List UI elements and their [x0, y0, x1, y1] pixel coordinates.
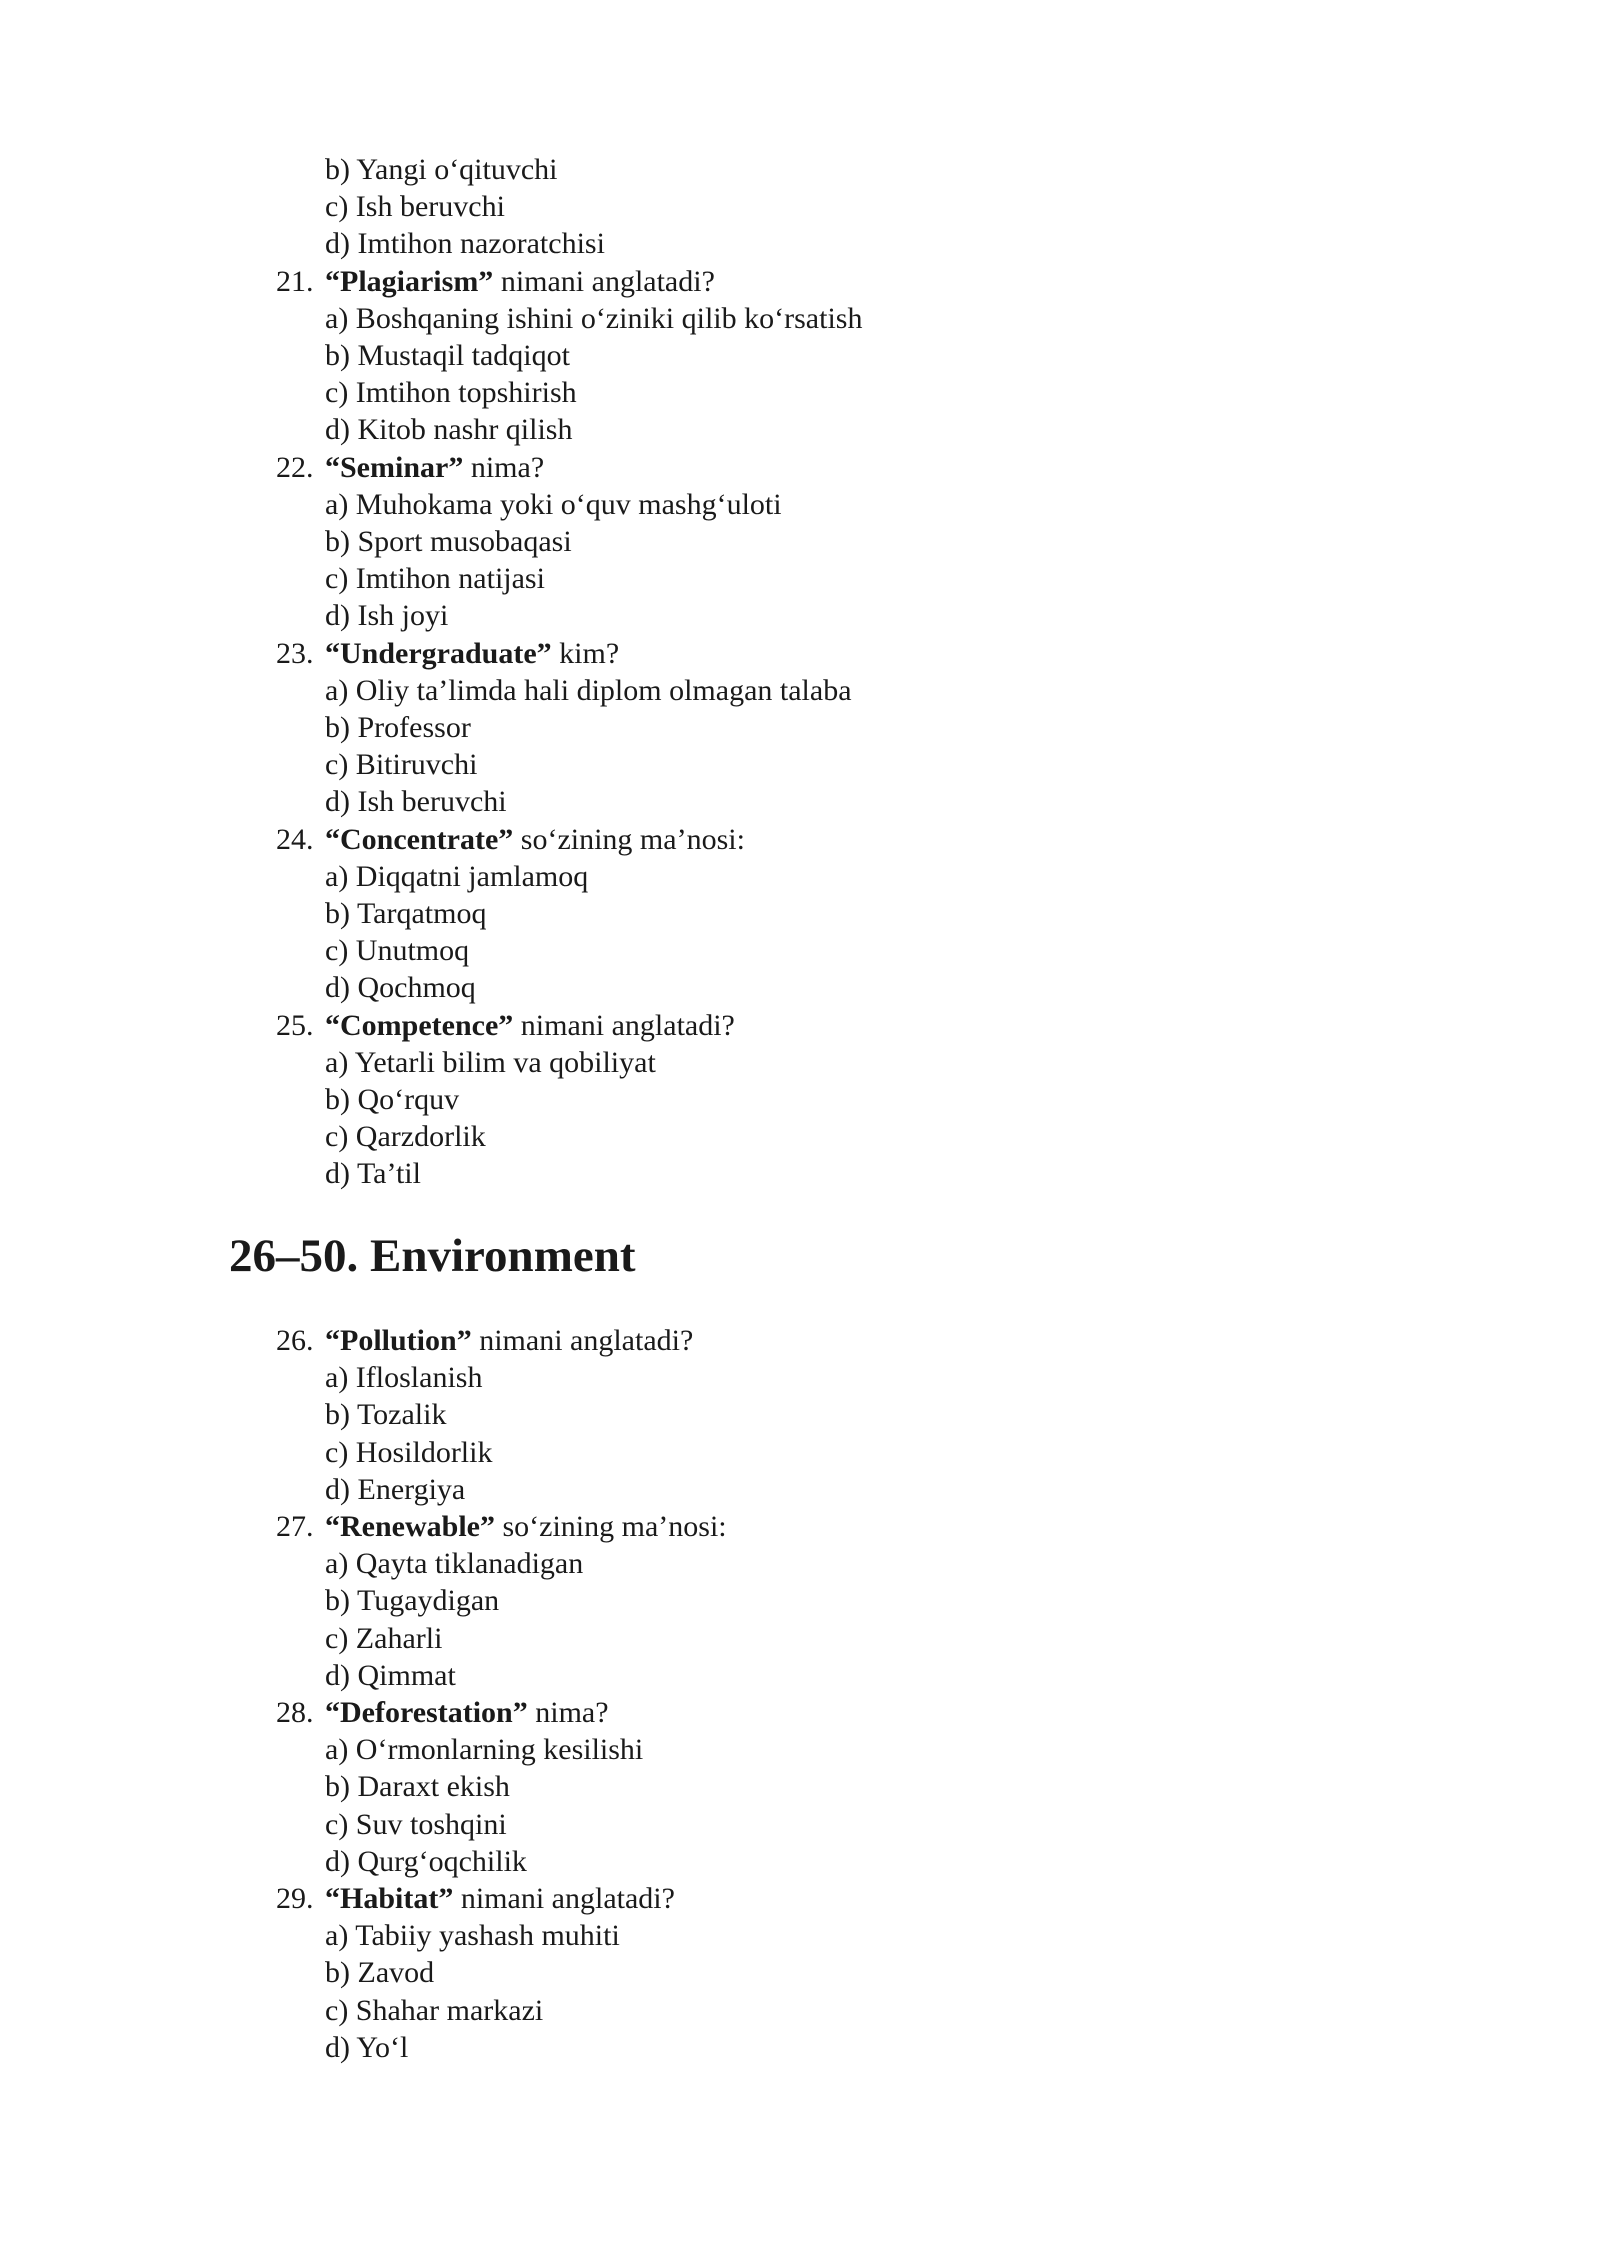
option-line: d) Ish joyi	[325, 599, 449, 633]
option-line: b) Professor	[325, 711, 471, 745]
question-term: “Concentrate”	[325, 822, 514, 856]
option-line: c) Qarzdorlik	[325, 1120, 486, 1154]
option-line: c) Hosildorlik	[325, 1435, 493, 1469]
option-line: c) Unutmoq	[325, 934, 470, 968]
option-line: d) Kitob nashr qilish	[325, 413, 573, 447]
option-line: d) Imtihon nazoratchisi	[325, 227, 605, 261]
section-heading: 26–50. Environment	[229, 1230, 636, 1282]
question-line	[0, 1322, 1600, 1359]
option-line: c) Ish beruvchi	[325, 190, 505, 224]
question-term: “Seminar”	[325, 450, 464, 484]
question-number: 22.	[276, 450, 314, 484]
question-line	[0, 821, 1600, 858]
question-number: 23.	[276, 636, 314, 670]
question-number: 29.	[276, 1882, 314, 1916]
option-line: b) Zavod	[325, 1956, 435, 1990]
option-line: b) Yangi o‘qituvchi	[325, 153, 558, 186]
option-line: c) Zaharli	[325, 1621, 443, 1655]
option-line: c) Shahar markazi	[325, 1993, 544, 2027]
question-text: nima?	[463, 450, 545, 484]
option-line: d) Qurg‘oqchilik	[325, 1844, 527, 1878]
question-text: nima?	[527, 1696, 609, 1730]
question-term: “Renewable”	[325, 1510, 495, 1544]
question-text: nimani anglatadi?	[513, 1008, 735, 1042]
option-line: b) Daraxt ekish	[325, 1770, 510, 1804]
question-line	[0, 449, 1600, 486]
question-number: 25.	[276, 1008, 314, 1042]
option-line: a) Yetarli bilim va qobiliyat	[325, 1045, 656, 1079]
option-line: a) Boshqaning ishini o‘ziniki qilib ko‘rsatish	[325, 301, 863, 335]
question-line	[0, 1007, 1600, 1044]
question-text: nimani anglatadi?	[471, 1324, 694, 1357]
option-line: b) Tarqatmoq	[325, 897, 487, 931]
option-line: d) Energiya	[325, 1472, 466, 1506]
question-term: “Pollution”	[325, 1324, 472, 1357]
option-line: d) Ta’til	[325, 1157, 421, 1191]
question-text: so‘zining ma’nosi:	[513, 822, 745, 856]
question-line	[0, 263, 1600, 300]
option-line: c) Imtihon topshirish	[325, 376, 577, 410]
question-term: “Plagiarism”	[325, 264, 494, 298]
option-line: a) Oliy ta’limda hali diplom olmagan talaba	[325, 673, 852, 707]
question-number: 21.	[276, 264, 314, 298]
option-line: a) O‘rmonlarning kesilishi	[325, 1733, 644, 1767]
question-line	[0, 1880, 1600, 1917]
option-line: d) Qochmoq	[325, 971, 476, 1005]
option-line: b) Qo‘rquv	[325, 1083, 460, 1117]
question-text: kim?	[551, 636, 620, 670]
question-line	[0, 1508, 1600, 1545]
option-line: c) Suv toshqini	[325, 1807, 507, 1841]
question-number: 28.	[276, 1696, 314, 1730]
question-term: “Habitat”	[325, 1882, 454, 1916]
question-number: 26.	[276, 1324, 314, 1357]
option-line: d) Yo‘l	[325, 2030, 409, 2064]
question-term: “Deforestation”	[325, 1696, 528, 1730]
option-line: a) Ifloslanish	[325, 1361, 483, 1395]
question-text: nimani anglatadi?	[493, 264, 715, 298]
option-line: c) Imtihon natijasi	[325, 562, 545, 596]
option-line: b) Mustaqil tadqiqot	[325, 339, 570, 373]
question-text: nimani anglatadi?	[453, 1882, 675, 1916]
question-text: so‘zining ma’nosi:	[494, 1510, 727, 1544]
question-list-environment	[0, 1322, 1600, 2066]
option-line: d) Qimmat	[325, 1658, 456, 1692]
option-line: a) Muhokama yoki o‘quv mashg‘uloti	[325, 487, 782, 521]
question-line	[0, 1694, 1600, 1731]
question-list-education	[0, 151, 1600, 1193]
question-term: “Undergraduate”	[325, 636, 552, 670]
question-line	[0, 635, 1600, 672]
option-line: a) Qayta tiklanadigan	[325, 1547, 584, 1581]
option-line: a) Diqqatni jamlamoq	[325, 859, 589, 893]
option-line: b) Tugaydigan	[325, 1584, 500, 1618]
option-line: d) Ish beruvchi	[325, 785, 507, 819]
question-term: “Competence”	[325, 1008, 514, 1042]
question-number: 24.	[276, 822, 314, 856]
option-line: b) Sport musobaqasi	[325, 525, 572, 559]
question-number: 27.	[276, 1510, 314, 1544]
option-line: c) Bitiruvchi	[325, 748, 478, 782]
option-line: b) Tozalik	[325, 1398, 447, 1432]
option-line: a) Tabiiy yashash muhiti	[325, 1919, 620, 1953]
